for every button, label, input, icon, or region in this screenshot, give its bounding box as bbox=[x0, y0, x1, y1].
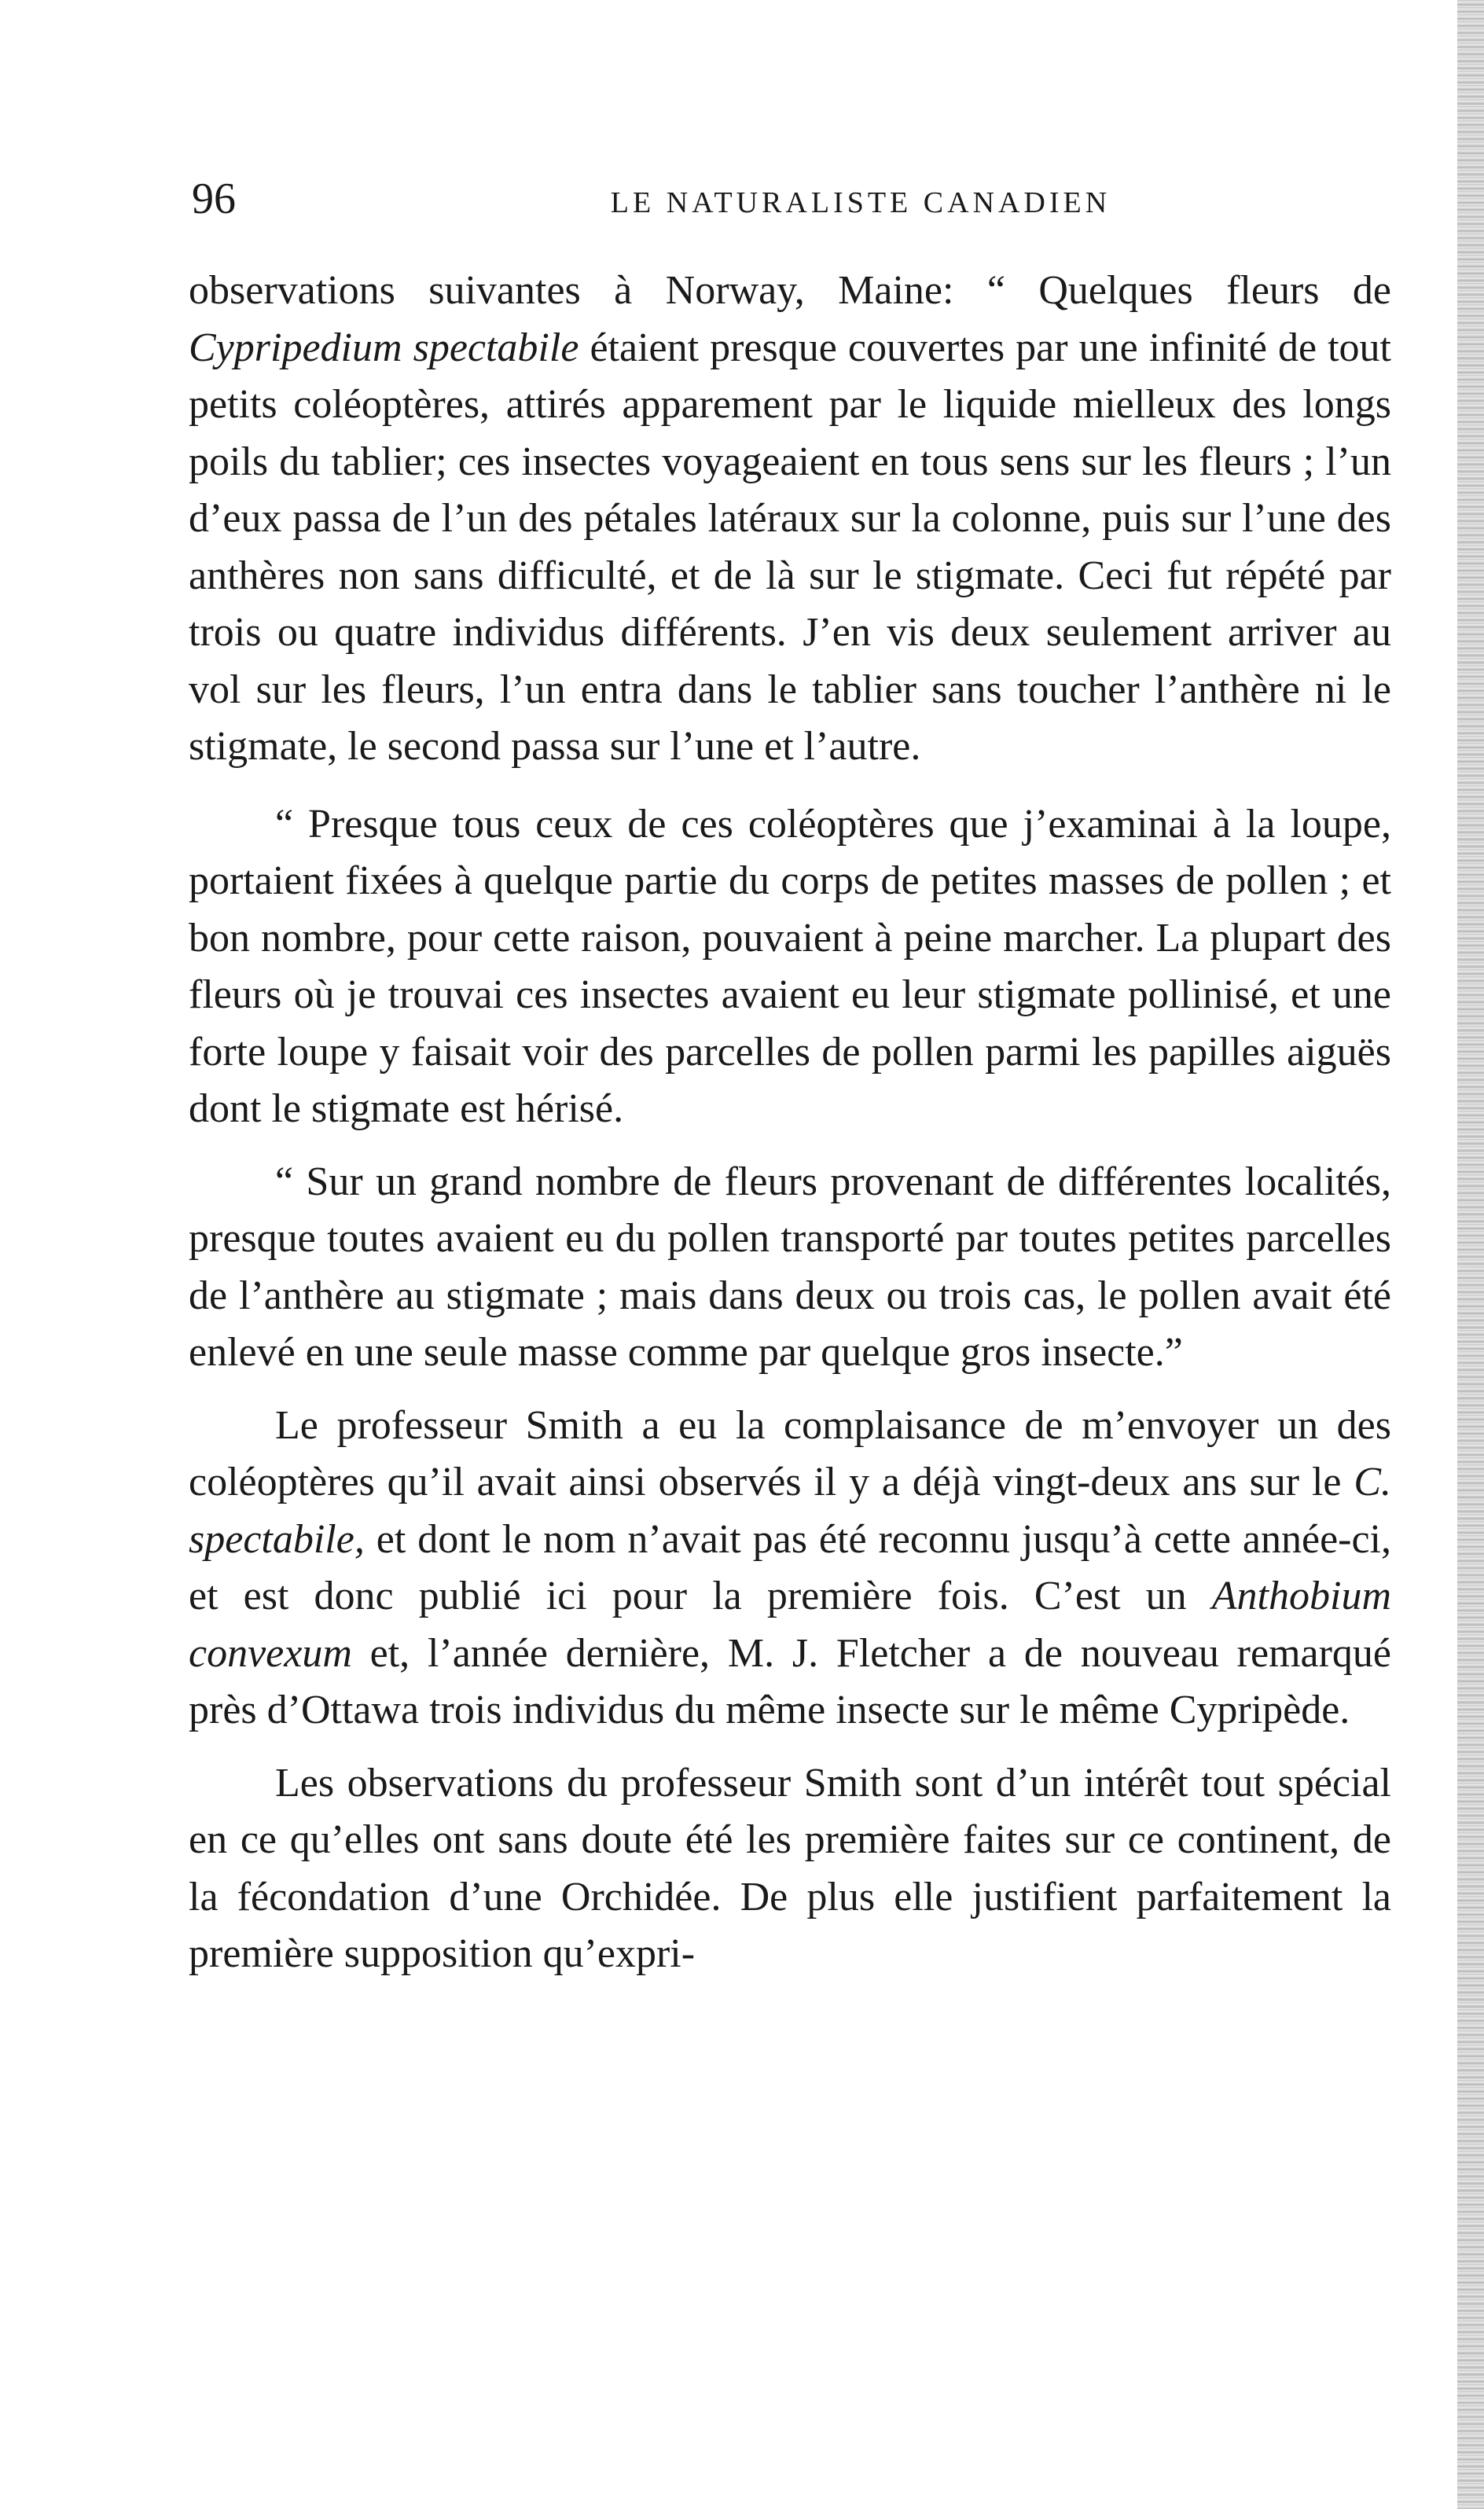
paragraph-1 bbox=[189, 263, 1391, 776]
paragraph-2 bbox=[189, 796, 1391, 1138]
species-name-c-spectabile: C. spectabile, bbox=[189, 1460, 1391, 1562]
paragraph-4-text-a: Le professeur Smith a eu la complaisance de m’envoyer un des coléoptères qu’il avait ainsi observés il y a déjà vingt-deux ans sur le bbox=[189, 1402, 1391, 1504]
paragraph-5-text: Les observations du professeur Smith sont d’un intérêt tout spécial en ce qu’elles ont sans doute été les première faites sur ce continent, de la fécondation d’une Orchidée. De plus elle justifient parfaitement la première supposition qu’expri- bbox=[189, 1760, 1391, 1976]
paragraph-3-text: “ Sur un grand nombre de fleurs provenant de différentes localités, presque toutes avaient eu du pollen transporté par toutes petites parcelles de l’anthère au stigmate ; mais dans deux ou trois cas, le pollen avait été enlevé en une seule masse comme par quelque gros insecte.” bbox=[189, 1159, 1391, 1375]
paragraph-2-text: “ Presque tous ceux de ces coléoptères que j’examinai à la loupe, portaient fixées à quelque partie du corps de petites masses de pollen ; et bon nombre, pour cette raison, pouvaient à peine marcher. La plupart des fleurs où je trouvai ces insectes avaient eu leur stigmate pollinisé, et une forte loupe y faisait voir des parcelles de pollen parmi les papilles aiguës dont le stigmate est hérisé. bbox=[189, 801, 1391, 1131]
page-number: 96 bbox=[192, 174, 236, 223]
paragraph-4 bbox=[189, 1398, 1391, 1739]
paragraph-3 bbox=[189, 1154, 1391, 1382]
paragraph-1-text-a: observations suivantes à Norway, Maine: “ Quelques fleurs de bbox=[189, 268, 1391, 313]
running-title: LE NATURALISTE CANADIEN bbox=[610, 186, 1111, 219]
paragraph-5 bbox=[189, 1755, 1391, 1983]
species-name-cypripedium: Cypripedium spectabile bbox=[189, 325, 579, 370]
body-text bbox=[189, 263, 1391, 1999]
paragraph-4-text-c: et, l’année dernière, M. J. Fletcher a de nouveau remarqué près d’Ottawa trois individus du même insecte sur le même Cypripède. bbox=[189, 1630, 1391, 1732]
scan-edge-shadow bbox=[1457, 0, 1484, 2509]
paragraph-4-text-b: et dont le nom n’avait pas été reconnu jusqu’à cette année-ci, et est donc publié ici pour la première fois. C’est un bbox=[189, 1516, 1391, 1618]
page-header bbox=[189, 171, 1391, 226]
paragraph-1-text-b: étaient presque couvertes par une infinité de tout petits coléoptères, attirés apparement par le liquide mielleux des longs poils du tablier; ces insectes voyageaient en tous sens sur les fleurs ; l’un d’eux passa de l’un des pétales latéraux sur la colonne, puis sur l’une des anthères non sans difficulté, et de là sur le stigmate. Ceci fut répété par trois ou quatre individus différents. J’en vis deux seulement arriver au vol sur les fleurs, l’un entra dans le tablier sans toucher l’anthère ni le stigmate, le second passa sur l’une et l’autre. bbox=[189, 325, 1391, 769]
species-name-anthobium: Anthobium convexum bbox=[189, 1574, 1391, 1676]
